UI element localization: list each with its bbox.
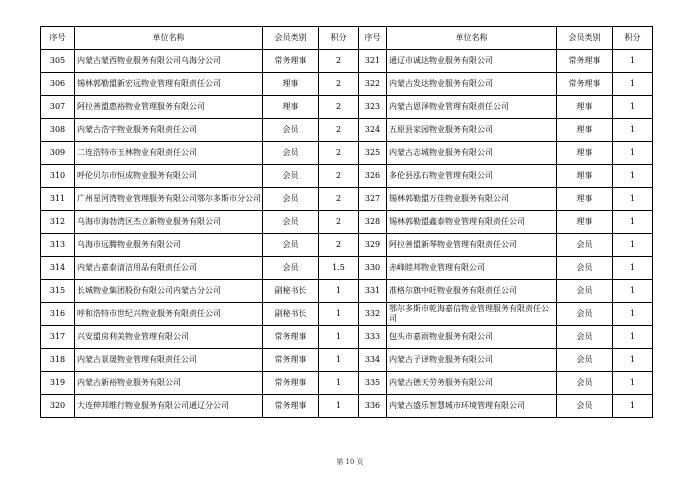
seq-cell: 306 (41, 73, 75, 96)
member-type-cell: 会员 (557, 349, 613, 372)
seq-cell: 330 (359, 257, 387, 280)
score-cell: 1 (319, 326, 359, 349)
seq-cell: 331 (359, 280, 387, 303)
score-cell: 1 (613, 234, 653, 257)
score-cell: 1 (613, 165, 653, 188)
table-row (41, 326, 653, 349)
seq-cell: 320 (41, 395, 75, 418)
member-type-cell: 理事 (557, 119, 613, 142)
score-cell: 2 (319, 96, 359, 119)
member-type-cell: 理事 (263, 73, 319, 96)
score-cell: 1 (319, 395, 359, 418)
unit-name-cell: 内蒙古浩宇物业服务有限责任公司 (75, 119, 263, 142)
member-type-cell: 理事 (557, 165, 613, 188)
seq-cell: 312 (41, 211, 75, 234)
table-row (41, 73, 653, 96)
seq-cell: 324 (359, 119, 387, 142)
table-row (41, 257, 653, 280)
unit-name-cell: 内蒙古子译物业服务有限公司 (387, 349, 557, 372)
unit-name-cell: 内蒙古德天劳务服务有限公司 (387, 372, 557, 395)
seq-cell: 326 (359, 165, 387, 188)
score-cell: 1 (613, 188, 653, 211)
unit-name-cell: 兴安盟房利美物业管理有限公司 (75, 326, 263, 349)
seq-cell: 311 (41, 188, 75, 211)
header-unit-name: 单位名称 (387, 27, 557, 50)
member-type-cell: 会员 (263, 211, 319, 234)
table-row (41, 280, 653, 303)
seq-cell: 327 (359, 188, 387, 211)
table-row (41, 211, 653, 234)
unit-name-cell: 呼和浩特市世纪兴物业服务有限责任公司 (75, 303, 263, 326)
score-cell: 1 (613, 73, 653, 96)
score-cell: 2 (319, 234, 359, 257)
unit-name-cell: 二连浩特市玉林物业有限责任公司 (75, 142, 263, 165)
header-seq: 序号 (359, 27, 387, 50)
table-row (41, 372, 653, 395)
table-row (41, 50, 653, 73)
score-cell: 2 (319, 165, 359, 188)
member-type-cell: 会员 (263, 188, 319, 211)
seq-cell: 336 (359, 395, 387, 418)
member-type-cell: 常务理事 (263, 326, 319, 349)
seq-cell: 313 (41, 234, 75, 257)
score-cell: 1 (613, 349, 653, 372)
table-row (41, 188, 653, 211)
member-type-cell: 会员 (557, 395, 613, 418)
unit-name-cell: 锡林郭勒盟新宏远物业管理有限责任公司 (75, 73, 263, 96)
seq-cell: 332 (359, 303, 387, 326)
score-cell: 1 (613, 395, 653, 418)
member-score-table (40, 26, 653, 418)
unit-name-cell: 呼伦贝尔市恒成物业服务有限公司 (75, 165, 263, 188)
member-type-cell: 会员 (263, 165, 319, 188)
unit-name-cell: 大连伸邦维行物业服务有限公司通辽分公司 (75, 395, 263, 418)
member-type-cell: 常务理事 (263, 349, 319, 372)
score-cell: 2 (319, 73, 359, 96)
member-type-cell: 理事 (557, 142, 613, 165)
score-cell: 1 (613, 211, 653, 234)
member-type-cell: 会员 (557, 372, 613, 395)
unit-name-cell: 包头市嘉雨物业服务有限公司 (387, 326, 557, 349)
table-row (41, 395, 653, 418)
seq-cell: 307 (41, 96, 75, 119)
header-unit-name: 单位名称 (75, 27, 263, 50)
seq-cell: 305 (41, 50, 75, 73)
seq-cell: 328 (359, 211, 387, 234)
score-cell: 2 (319, 188, 359, 211)
unit-name-cell: 乌海市远腾物业服务有限公司 (75, 234, 263, 257)
member-type-cell: 会员 (557, 234, 613, 257)
score-cell: 2 (319, 211, 359, 234)
member-type-cell: 常务理事 (263, 50, 319, 73)
score-cell: 2 (319, 142, 359, 165)
member-type-cell: 会员 (263, 234, 319, 257)
unit-name-cell: 锡林郭勒盟万佳物业服务有限公司 (387, 188, 557, 211)
unit-name-cell: 多伦县泓石物业管理有限公司 (387, 165, 557, 188)
unit-name-cell: 准格尔旗中旺物业服务有限责任公司 (387, 280, 557, 303)
member-type-cell: 常务理事 (557, 50, 613, 73)
score-cell: 1 (613, 303, 653, 326)
unit-name-cell: 广州星河湾物业管理服务有限公司鄂尔多斯市分公司 (75, 188, 263, 211)
score-cell: 1 (319, 349, 359, 372)
table-row (41, 349, 653, 372)
score-cell: 2 (319, 50, 359, 73)
score-cell: 1 (319, 372, 359, 395)
seq-cell: 325 (359, 142, 387, 165)
unit-name-cell: 赤峰睦邦物业管理有限公司 (387, 257, 557, 280)
unit-name-cell: 长城物业集团股份有限公司内蒙古分公司 (75, 280, 263, 303)
seq-cell: 310 (41, 165, 75, 188)
unit-name-cell: 内蒙古新裕物业服务有限公司 (75, 372, 263, 395)
header-score: 积分 (319, 27, 359, 50)
table-row (41, 96, 653, 119)
seq-cell: 316 (41, 303, 75, 326)
seq-cell: 334 (359, 349, 387, 372)
member-type-cell: 常务理事 (263, 395, 319, 418)
unit-name-cell: 内蒙古发达物业服务有限公司 (387, 73, 557, 96)
header-member-type: 会员类别 (263, 27, 319, 50)
member-score-table-sheet (40, 26, 652, 418)
header-seq: 序号 (41, 27, 75, 50)
table-row (41, 234, 653, 257)
seq-cell: 318 (41, 349, 75, 372)
score-cell: 2 (319, 119, 359, 142)
page-number: 第 10 页 (336, 458, 364, 466)
unit-name-cell: 鄂尔多斯市乾海嘉信物业管理服务有限责任公司 (387, 303, 557, 326)
seq-cell: 308 (41, 119, 75, 142)
seq-cell: 333 (359, 326, 387, 349)
seq-cell: 317 (41, 326, 75, 349)
seq-cell: 335 (359, 372, 387, 395)
header-score: 积分 (613, 27, 653, 50)
score-cell: 1 (613, 119, 653, 142)
member-type-cell: 会员 (557, 303, 613, 326)
unit-name-cell: 阿拉善盟新琴物业管理有限责任公司 (387, 234, 557, 257)
score-cell: 1.5 (319, 257, 359, 280)
unit-name-cell: 内蒙古蒙西物业服务有限公司乌海分公司 (75, 50, 263, 73)
member-type-cell: 理事 (263, 96, 319, 119)
seq-cell: 315 (41, 280, 75, 303)
table-row (41, 165, 653, 188)
score-cell: 1 (613, 326, 653, 349)
member-type-cell: 会员 (557, 326, 613, 349)
seq-cell: 319 (41, 372, 75, 395)
member-type-cell: 理事 (557, 211, 613, 234)
header-member-type: 会员类别 (557, 27, 613, 50)
unit-name-cell: 阿拉善盟惠裕物业管理服务有限公司 (75, 96, 263, 119)
table-row (41, 119, 653, 142)
member-type-cell: 理事 (557, 96, 613, 119)
unit-name-cell: 内蒙古恩泽物业管理有限责任公司 (387, 96, 557, 119)
member-type-cell: 会员 (263, 257, 319, 280)
member-type-cell: 副秘书长 (263, 280, 319, 303)
score-cell: 1 (613, 372, 653, 395)
unit-name-cell: 内蒙古嘉泰清洁用品有限责任公司 (75, 257, 263, 280)
seq-cell: 309 (41, 142, 75, 165)
seq-cell: 329 (359, 234, 387, 257)
unit-name-cell: 内蒙古景晟物业管理有限责任公司 (75, 349, 263, 372)
member-type-cell: 会员 (263, 142, 319, 165)
score-cell: 1 (613, 280, 653, 303)
unit-name-cell: 五原县家园物业服务有限公司 (387, 119, 557, 142)
unit-name-cell: 内蒙古盛乐智慧城市环境管理有限公司 (387, 395, 557, 418)
unit-name-cell: 锡林郭勒盟鑫泰物业管理有限责任公司 (387, 211, 557, 234)
seq-cell: 322 (359, 73, 387, 96)
table-row (41, 303, 653, 326)
member-type-cell: 常务理事 (263, 372, 319, 395)
score-cell: 1 (319, 280, 359, 303)
member-type-cell: 会员 (557, 280, 613, 303)
score-cell: 1 (319, 303, 359, 326)
member-type-cell: 理事 (557, 188, 613, 211)
score-cell: 1 (613, 96, 653, 119)
seq-cell: 321 (359, 50, 387, 73)
member-type-cell: 副秘书长 (263, 303, 319, 326)
member-type-cell: 会员 (263, 119, 319, 142)
header-row (41, 27, 653, 50)
unit-name-cell: 乌海市海勃湾区杰立新物业服务有限公司 (75, 211, 263, 234)
seq-cell: 314 (41, 257, 75, 280)
score-cell: 1 (613, 257, 653, 280)
table-row (41, 142, 653, 165)
unit-name-cell: 内蒙古志城物业服务有限公司 (387, 142, 557, 165)
unit-name-cell: 通辽市诚达物业服务有限公司 (387, 50, 557, 73)
table-body (41, 50, 653, 418)
member-type-cell: 会员 (557, 257, 613, 280)
member-type-cell: 常务理事 (557, 73, 613, 96)
score-cell: 1 (613, 50, 653, 73)
score-cell: 1 (613, 142, 653, 165)
seq-cell: 323 (359, 96, 387, 119)
